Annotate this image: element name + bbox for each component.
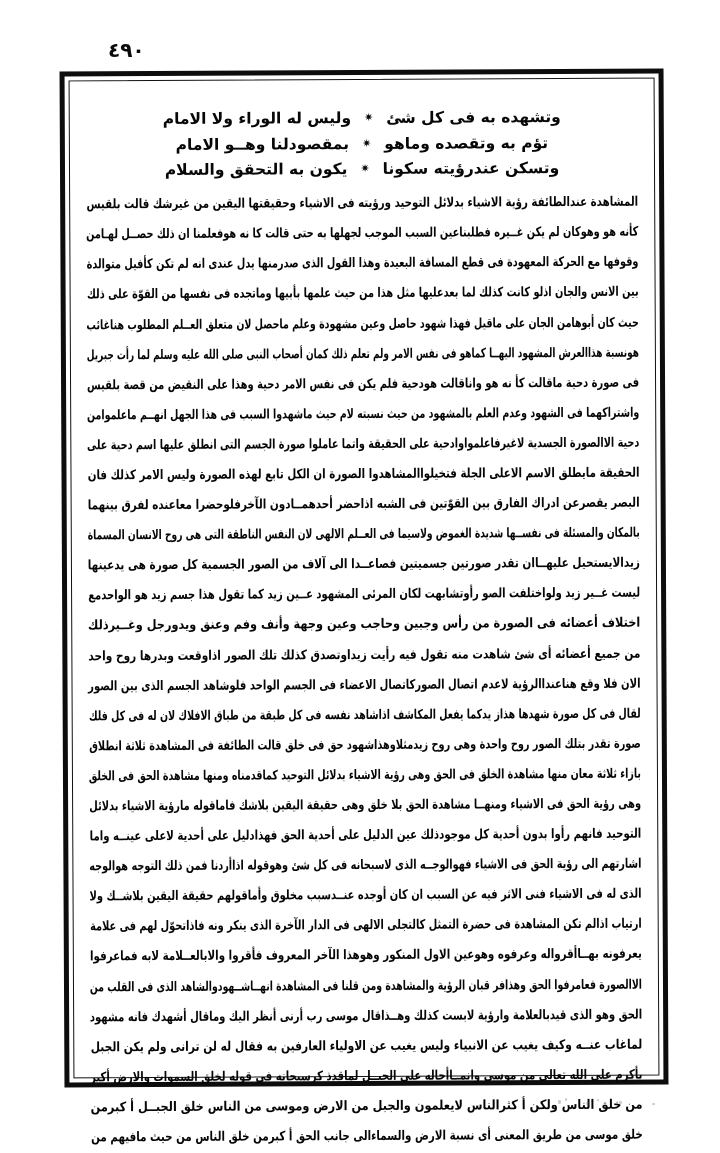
- prose-line-text: بازاء ثلاثة معان منها مشاهدة الخلق فى الحق وهى رؤية الاشياء بدلائل التوحيد كماقدمناه ومنها مشاهدة الحق فى الخلق: [88, 766, 641, 785]
- prose-line: [88, 669, 640, 702]
- prose-line: [91, 1120, 643, 1153]
- prose-line-text: ارتياب اذالم تكن المشاهدة فى حضرة التمثل كالتجلى الالهى فى الدار الآخرة الذى ينكر ونه فاذاتحوّل لهم فى علامة: [90, 917, 642, 935]
- prose-line: [89, 729, 641, 762]
- prose-line: [87, 398, 639, 431]
- prose-line: [87, 368, 639, 401]
- page-frame-inner: [69, 78, 660, 1146]
- prose-body: [86, 187, 643, 1153]
- prose-line-text: صورة تقدر بتلك الصور روح واحدة وهى روح زيدمثلاوهذاشهود حق فى خلق قالت الطائفة فى المشاهدة ثلاثة انطلاق: [89, 736, 641, 755]
- prose-line-text: الحقيقة مايطلق الاسم الاعلى الجلة فتخيلواالمشاهدوا الصورة ان الكل تابع لهذه الصورة وليس الامر كذلك فان: [87, 465, 640, 484]
- prose-line-text: ليست غــير زيد ولواختلفت الصو رأوتشابهت لكان المرئى المشهود عــين زيد كما تقول هذا جسم زيد هو الواحدمع: [88, 586, 641, 604]
- prose-line-text: زيدالايستحيل عليهــاان تقدر صورتين جسميتين فصاعــدا الى آلاف من الصور الجسمية كل صورة هى يدعينها: [87, 555, 640, 574]
- prose-line: [86, 247, 638, 280]
- prose-line: [87, 338, 639, 371]
- prose-line: [88, 579, 640, 612]
- prose-line: [89, 879, 641, 912]
- prose-line-text: من جميع أعضائه أى شئ شاهدت منه تقول فيه رأيت زيداوتصدق كذلك تلك الصور اذاوقعت وبدرها روح واحد: [88, 646, 641, 664]
- verse-hemistich-right: وتسكن عندرؤيته سكونا: [382, 159, 560, 178]
- prose-line-text: لقال فى كل صورة شهدها هذاز يدكما يفعل المكاشف اذاشاهد نفسه فى كل طبقة من طباق الافلاك لان له فى كل فلك: [88, 706, 641, 725]
- prose-line: [86, 217, 638, 250]
- prose-line-text: المشاهدة عندالطائفة رؤية الاشياء بدلائل التوحيد ورؤيته فى الاشياء وحقيقتها اليقين من غيرشك قالت بلقيس: [86, 194, 639, 213]
- prose-line: [87, 278, 639, 311]
- prose-line: [88, 639, 640, 672]
- page-frame-outer: [60, 69, 669, 1146]
- prose-line: [90, 910, 642, 943]
- prose-line: [89, 849, 641, 882]
- prose-line: [89, 819, 641, 852]
- prose-line: [89, 759, 641, 792]
- verse-hemistich-right: وتشهده به فى كل شئ: [386, 108, 561, 127]
- prose-line: [87, 428, 639, 461]
- prose-line: [87, 308, 639, 341]
- prose-line-text: خلق موسى من طريق المعنى أى نسبة الارض والسماءالى جانب الحق أ كبرمن خلق الناس من حيث مافيهم من: [91, 1127, 643, 1146]
- prose-line: [88, 488, 640, 521]
- prose-line-text: بين الانس والجان اذلو كانت كذلك لما بعدعليها مثل هذا من حيث علمها بأبيها وماتجده فى نفسها من القوّة على ذلك: [86, 285, 639, 303]
- prose-line: [89, 789, 641, 822]
- prose-line: [90, 970, 642, 1003]
- prose-line: [88, 548, 640, 581]
- prose-line: [90, 1060, 642, 1093]
- verse-line: [86, 130, 638, 158]
- prose-line-text: بأكرم على الله تعالى من موسى وانمــاأحاله على الجبــل لماقدذ كرسبحانه فى قوله لخلق السموات والارض أكبر: [90, 1067, 643, 1086]
- verse-separator-icon: ✷: [360, 162, 370, 176]
- prose-line-text: لماغاب عنــه وكيف يغيب عن الانبياء وليس يغيب عن الاولياء العارفين به فقال له لن ترانى ولم يكن الجبل: [90, 1037, 643, 1056]
- page-number: ٤٩٠: [108, 38, 145, 62]
- prose-line: [86, 187, 638, 220]
- prose-line-text: كأنه هو وهوكان لم يكن غــيره فطلبناعين السبب الموجب لجهلها به حتى قالت كا نه هوفعلمنا ان ذلك حصــل لهـامن: [86, 224, 639, 243]
- verse-line: [86, 105, 638, 133]
- prose-line-text: الاالصورة فعامرفوا الحق وهذافر قبان الرؤية والمشاهدة ومن قلنا فى المشاهدة انهــاشــهودوالشاهد الذى فى القلب من: [89, 977, 643, 995]
- prose-line: [87, 458, 639, 491]
- verse-hemistich-right: تؤم به وتقصده وماهو: [384, 133, 549, 153]
- prose-line: [88, 609, 640, 642]
- page-content: [80, 89, 649, 1146]
- prose-line: [89, 699, 641, 732]
- prose-line: [88, 518, 640, 551]
- prose-line-text: التوحيد فانهم رأوا بدون أحدية كل موجودذلك عين الدليل على أحدية الحق فهذادليل على أحدية لاعلى عينــه واما: [89, 826, 642, 845]
- prose-line-text: يعرفونه بهــاأقرواله وعرفوه وهوعين الاول المنكور وهوهذا الآخر المعروف فأقروا والابالعــلامة لابه فماعرفوا: [89, 947, 642, 965]
- verse-block: [86, 105, 638, 184]
- verse-separator-icon: ✷: [364, 110, 374, 124]
- prose-line: [90, 1030, 642, 1063]
- prose-line-text: واشتراكهما فى الشهود وعدم العلم بالمشهود من حيث نسبته لام حيث ماشهدوا السبب فى هذا الجهل انهــم ماعلموامن: [86, 405, 640, 424]
- prose-line-text: وهى رؤية الحق فى الاشياء ومنهــا مشاهدة الحق بلا خلق وهى حقيقة اليقين بلاشك فاماقوله مارؤية الاشياء بدلائل: [89, 796, 642, 815]
- prose-line-text: اختلاف أعضائه فى الصورة من رأس وجبين وحاجب وعين وجهة وأنف وفم وعنق ويدورجل وغــيرذلك: [87, 616, 641, 634]
- prose-line-text: دحية الاالصورة الجسدية لاغيرفاعلمواوادحية على الحقيقة واتما عاملوا صورة الجسم التى انطلق عليها اسم دحية على: [87, 435, 640, 454]
- verse-hemistich-left: يكون به التحقق والسلام: [164, 160, 348, 180]
- prose-line-text: الذى له فى الاشياء فنى الاثر فيه عن السبب ان كان أوجده عنــدسبب مخلوق وأماقولهم حقيقة اليقين بلاشــك ولا: [89, 886, 642, 905]
- prose-line-text: الحق وهو الذى قيدبالعلامة وارؤية لابست كذلك وهــذاقال موسى رب أرنى أنظر اليك وماقال أشهدك فانه مشهود: [89, 1007, 643, 1026]
- verse-hemistich-left: وليس له الوراء ولا الامام: [162, 109, 352, 128]
- prose-line-text: بالمكان والمسئلة فى نفســها شديدة الغموض ولاسيما فى العــلم الالهى لان النفس الناطقة التى هى روح الانسان المسماة: [87, 525, 640, 544]
- prose-line: [91, 1090, 643, 1123]
- prose-line-text: اشارتهم الى رؤية الحق فى الاشياء فهوالوجــه الذى لاسبحانه فى كل شئ وهوقوله اذاأردنا فمن ذلك التوجه هوالوجه: [89, 856, 642, 875]
- verse-hemistich-left: بمقصودلنا وهــو الامام: [175, 134, 350, 154]
- prose-line-text: الان فلا وقع هناعنداالرؤية لاعدم اتصال الصوركاتصال الاعضاء فى الجسم الواحد فلوشاهد الجسم الذى بين الصور: [88, 676, 641, 694]
- prose-line: [90, 940, 642, 973]
- prose-line: [90, 1000, 642, 1033]
- prose-line-text: فى صورة دحية ماقالت كأ نه هو واناقالت هودحية فلم يكن فى نفس الامر دحية وهذا على النقيض من قصة بلقيس: [86, 375, 640, 394]
- prose-line-text: البصر يقصرعن ادراك الفارق بين القوّتين فى الشبه اذاحضر أحدهمــادون الآخرفلوحضرا معاعنده لفرق بينهما: [87, 495, 640, 514]
- prose-line-text: وقوفها مع الحركة المعهودة فى قطع المسافة البعيدة وهذا القول الذى صدرمنها يدل عندى انه لم تكن كأفيل متوالدة: [86, 254, 639, 273]
- verse-separator-icon: ✷: [362, 136, 372, 150]
- prose-line-text: حيث كان أبوهامن الجان على ماقيل فهذا شهود حاصل وعين مشهودة وعلم ماحصل لان متعلق العــلم المطلوب هناغائب: [86, 315, 639, 333]
- prose-line-text: هونسبة هذاالعرش المشهود اليهــا كماهو فى نفس الامر ولم تعلم ذلك كمان أصحاب النبى صلى الله عليه وسلم لما رأت جبريل: [86, 345, 639, 363]
- verse-line: [86, 156, 638, 184]
- prose-line-text: من خلق الناس ولكن أ كثرالناس لايعلمون والجبل من الارض وموسى من الناس خلق الجبــل أ كبرمن: [90, 1097, 643, 1116]
